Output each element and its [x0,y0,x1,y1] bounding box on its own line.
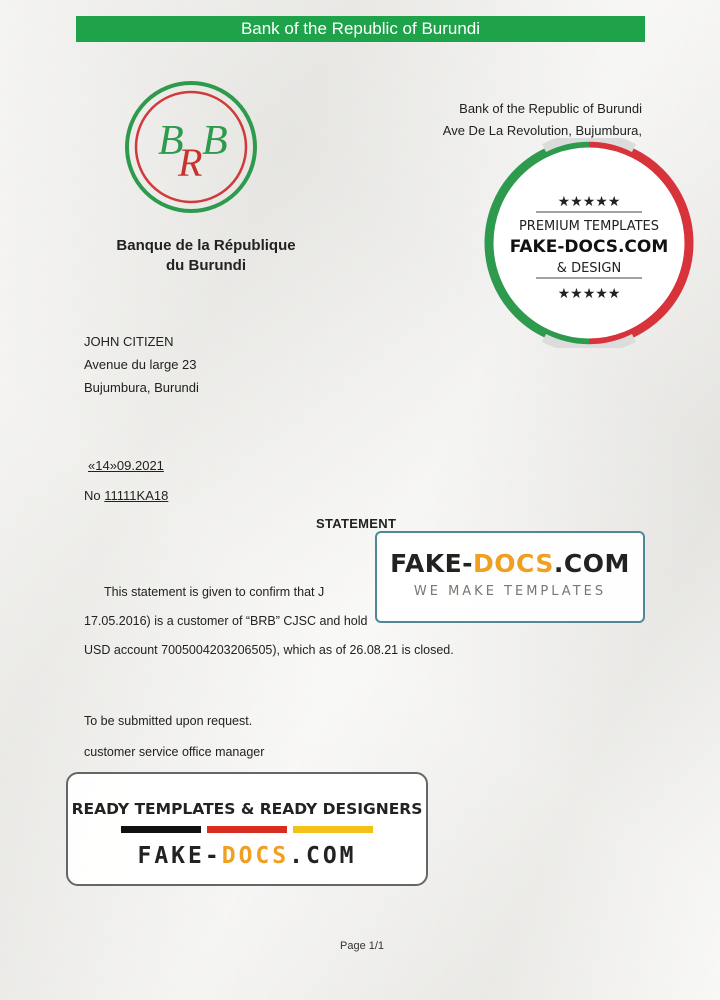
bank-name-line1: Banque de la République [116,237,296,254]
recipient-city: Bujumbura, Burundi [84,380,199,395]
watermark-rect-tagline: WE MAKE TEMPLATES [413,584,607,599]
bank-name-french [80,236,332,276]
stripe-black [121,826,201,833]
date-month-year: 09.2021 [116,458,164,473]
number-value: 11111KA18 [104,488,169,503]
bank-address [390,98,642,142]
header-bar [76,16,645,42]
watermark-banner-stripes [68,826,426,833]
number-prefix: No [84,488,101,503]
watermark-banner [66,772,428,886]
watermark-line3: & DESIGN [556,261,622,276]
brb-logo [122,78,260,216]
watermark-banner-brand: FAKE-DOCS.COM [137,843,357,869]
watermark-stars-bottom: ★★★★★ [557,286,621,302]
watermark-rectangle [375,531,645,623]
stripe-yellow [293,826,373,833]
recipient-street: Avenue du large 23 [84,357,197,372]
closing-line1: To be submitted upon request. [84,714,253,728]
date-day: «14» [88,458,117,473]
stripe-red [207,826,287,833]
recipient-name: JOHN CITIZEN [84,334,174,349]
bank-address-line1: Bank of the Republic of Burundi [459,101,642,116]
watermark-line2: FAKE-DOCS.COM [509,237,669,257]
watermark-banner-text: READY TEMPLATES & READY DESIGNERS [71,800,423,818]
closing-block [84,706,264,768]
watermark-line1: PREMIUM TEMPLATES [518,219,660,234]
statement-line3: USD account 7005004203206505), which as of 26.08.21 is closed. [84,643,454,657]
watermark-circle [484,138,694,348]
logo-letter-r: R [178,140,203,185]
bank-name-line2: du Burundi [166,257,246,274]
recipient-address [84,330,199,399]
statement-number [84,488,168,503]
statement-line1: This statement is given to confirm that J [104,585,325,599]
page-number: Page 1/1 [340,940,385,952]
bank-address-line2: Ave De La Revolution, Bujumbura, [442,123,642,138]
watermark-stars-top: ★★★★★ [557,194,621,210]
logo-letter-b1: B [158,118,184,164]
statement-line2: 17.05.2016) is a customer of “BRB” CJSC and hold [84,614,368,628]
header-title: Bank of the Republic of Burundi [240,19,481,38]
statement-date [88,458,164,473]
closing-line2: customer service office manager [84,745,265,759]
logo-letter-b2: B [202,118,228,164]
statement-title: STATEMENT [316,516,397,531]
watermark-rect-brand: FAKE-DOCS.COM [390,549,630,578]
